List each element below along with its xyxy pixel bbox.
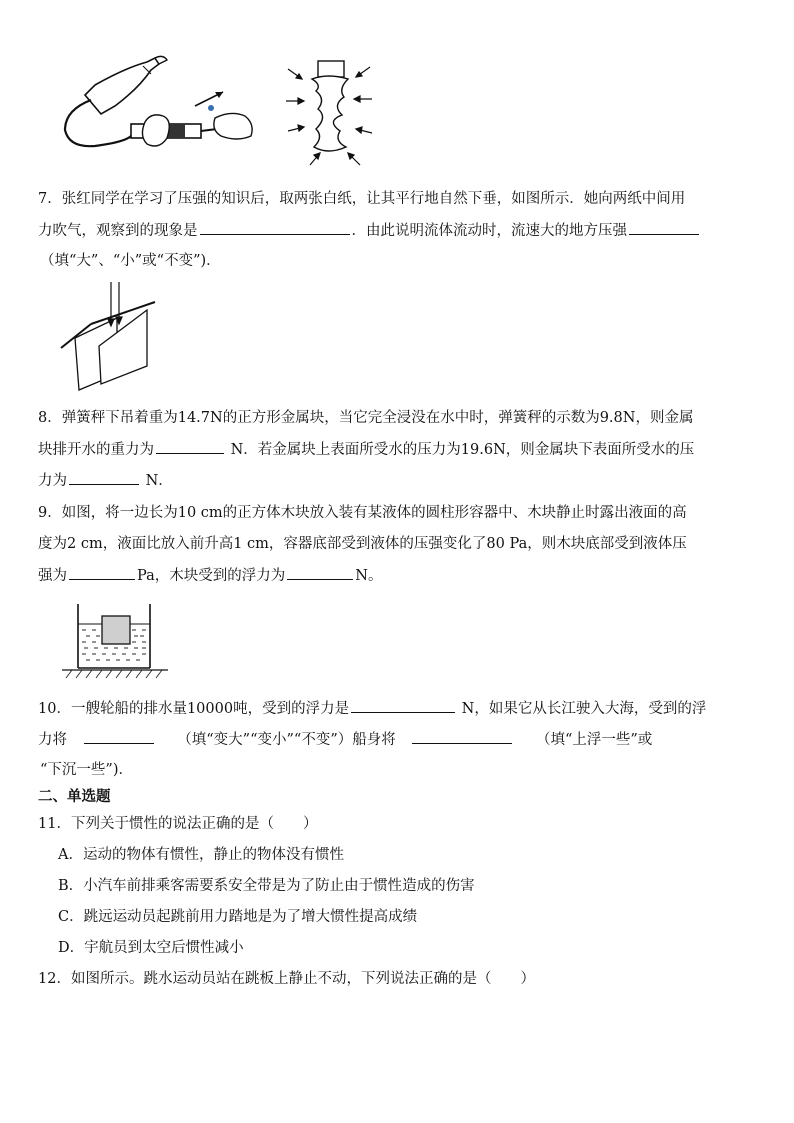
q10-line3: “下沉一些”)． [40,762,133,778]
q8-answer-blank-2[interactable] [69,470,139,485]
q9-line1: 9．如图，将一边长为10 cm的正方体木块放入装有某液体的圆柱形容器中、木块静止时露出液面的高 [38,505,687,521]
q11-option-b[interactable]: B．小汽车前排乘客需要系安全带是为了防止由于惯性造成的伤害 [58,878,475,894]
q10-line2: 力将 （填“变大”“变小”“不变”）船身将 （填“上浮一些”或 [38,729,652,750]
two-papers-figure [55,280,165,392]
q11-option-c[interactable]: C．跳远运动员起跳前用力踏地是为了增大惯性提高成绩 [58,909,418,925]
bottle-syringe-figure [55,40,265,160]
q11-option-d[interactable]: D．宇航员到太空后惯性减小 [58,940,244,956]
q7-answer-blank-1[interactable] [200,220,350,235]
q10-answer-blank-3[interactable] [412,729,512,744]
q10-answer-blank-1[interactable] [351,698,455,713]
q11-option-a[interactable]: A．运动的物体有惯性，静止的物体没有惯性 [58,847,344,863]
q12-stem: 12．如图所示。跳水运动员站在跳板上静止不动，下列说法正确的是（ ） [38,971,535,987]
q9-answer-blank-1[interactable] [69,565,135,580]
q9-line2: 度为2 cm，液面比放入前升高1 cm，容器底部受到液体的压强变化了80 Pa，则木块底部受到液体压 [38,536,687,552]
q7-line1: 7．张红同学在学习了压强的知识后，取两张白纸，让其平行地自然下垂，如图所示．她向两纸中间用 [38,191,686,207]
q10-line1: 10．一艘轮船的排水量10000吨，受到的浮力是 N，如果它从长江驶入大海，受到的浮 [38,698,706,719]
q8-line1: 8．弹簧秤下吊着重为14.7N的正方形金属块，当它完全浸没在水中时，弹簧秤的示数为9.8N，则金属 [38,410,694,426]
section-heading: 二、单选题 [38,788,111,805]
q7-answer-blank-2[interactable] [629,220,699,235]
q8-line2: 块排开水的重力为 N．若金属块上表面所受水的压力为19.6N，则金属块下表面所受水的压 [38,439,694,460]
q9-line3: 强为 Pa，木块受到的浮力为 N。 [38,565,382,586]
q7-line3: （填“大”、“小”或“不变”)． [40,253,221,269]
crushed-can-figure [282,55,377,170]
q9-answer-blank-2[interactable] [287,565,353,580]
q10-answer-blank-2[interactable] [84,729,154,744]
q7-line2: 力吹气，观察到的现象是 ．由此说明流体流动时，流速大的地方压强 [38,220,701,241]
q8-answer-blank-1[interactable] [156,439,224,454]
q11-stem: 11．下列关于惯性的说法正确的是（ ） [38,816,318,832]
q8-line3: 力为 N． [38,470,173,491]
container-block-figure [62,598,172,680]
